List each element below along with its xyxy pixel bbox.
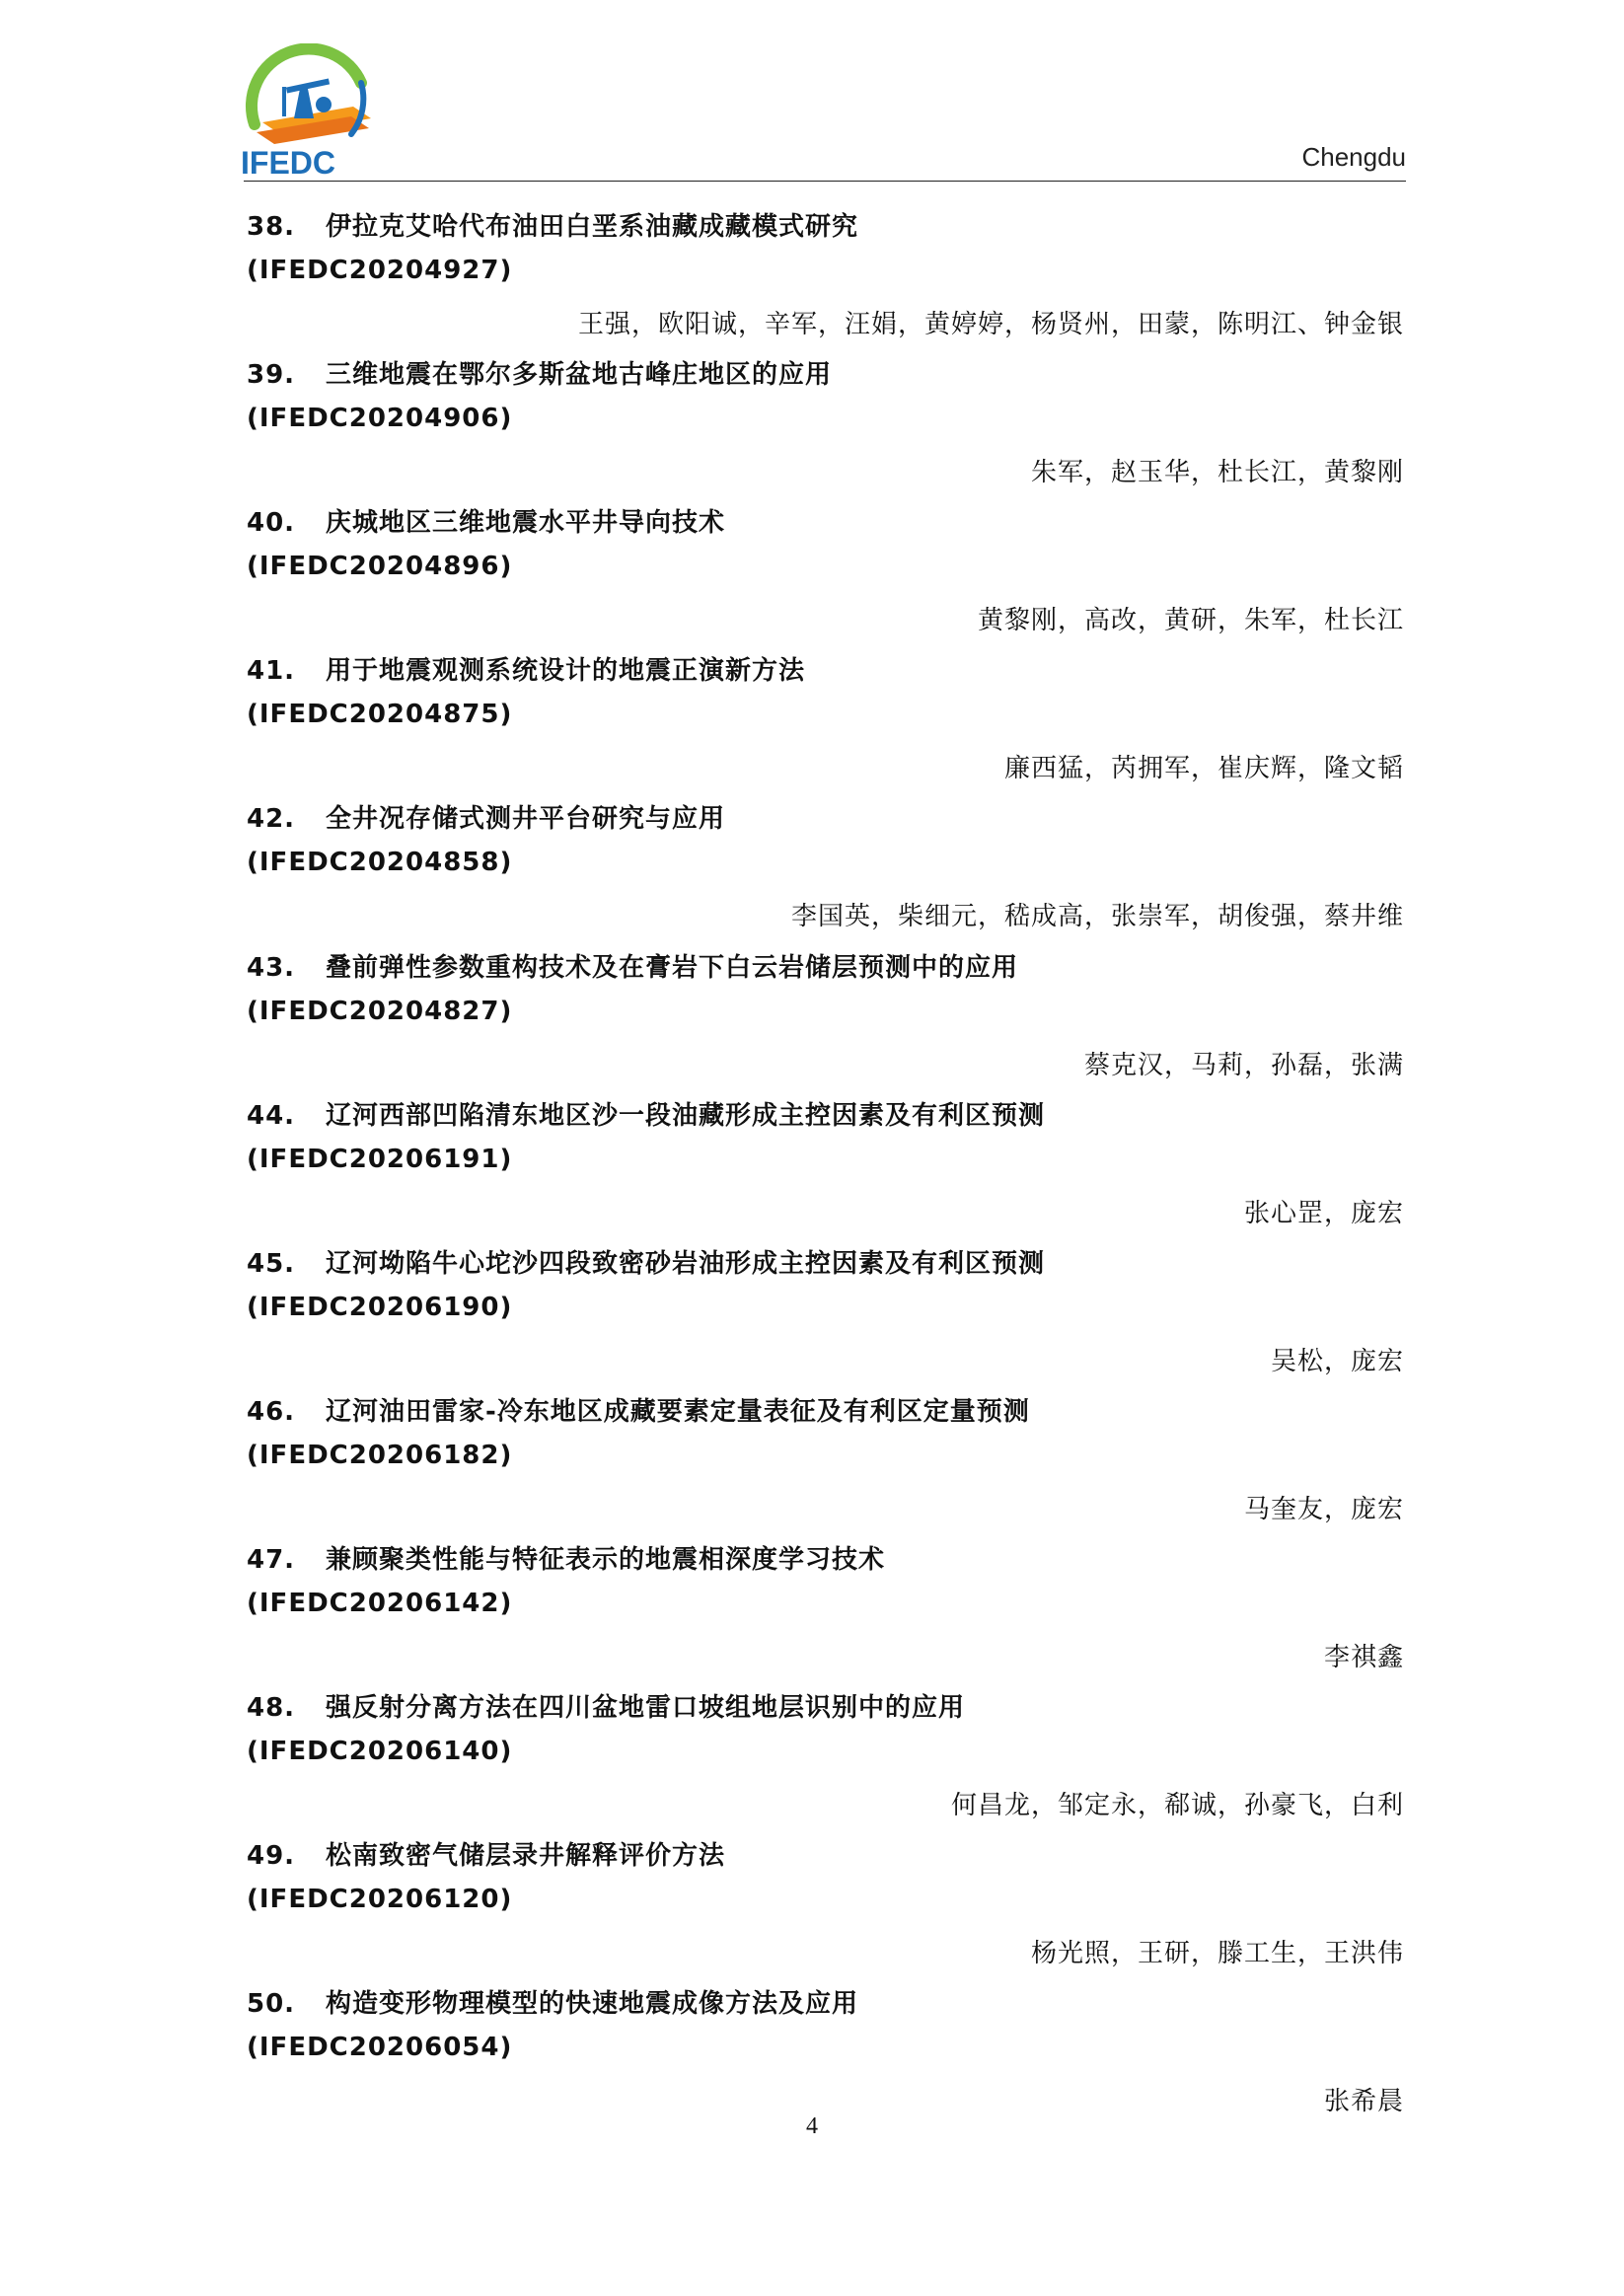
paper-entry (247, 947, 1404, 1095)
paper-title: 庆城地区三维地震水平井导向技术 (326, 508, 726, 539)
paper-entry (247, 1539, 1404, 1687)
header-location: Chengdu (1301, 142, 1406, 172)
paper-entry (247, 798, 1404, 946)
paper-code: (IFEDC20204858) (247, 848, 513, 878)
paper-title-line (247, 1391, 1030, 1428)
paper-title: 叠前弹性参数重构技术及在膏岩下白云岩储层预测中的应用 (326, 952, 1019, 983)
paper-authors: 马奎友，庞宏 (1243, 1494, 1404, 1524)
paper-authors: 何昌龙，邹定永，郗诚，孙豪飞，白利 (950, 1791, 1404, 1820)
paper-number: 40. (247, 508, 296, 539)
paper-title: 伊拉克艾哈代布油田白垩系油藏成藏模式研究 (326, 212, 859, 242)
paper-title-line (247, 1243, 1045, 1280)
paper-number: 47. (247, 1544, 296, 1575)
paper-authors: 张希晨 (1323, 2087, 1404, 2117)
paper-entry (247, 354, 1404, 502)
paper-number: 41. (247, 656, 296, 687)
paper-title-line (247, 650, 805, 687)
paper-title: 松南致密气储层录井解释评价方法 (326, 1841, 726, 1872)
paper-code: (IFEDC20204927) (247, 256, 513, 285)
paper-title-line (247, 1687, 965, 1724)
paper-entry (247, 1243, 1404, 1391)
paper-number: 44. (247, 1100, 296, 1131)
paper-authors: 蔡克汉，马莉，孙磊，张满 (1083, 1050, 1404, 1080)
paper-code: (IFEDC20206142) (247, 1588, 513, 1618)
paper-number: 43. (247, 952, 296, 983)
paper-authors: 吴松，庞宏 (1270, 1346, 1404, 1376)
page-number: 4 (806, 2113, 818, 2139)
paper-number: 39. (247, 360, 296, 391)
paper-title: 用于地震观测系统设计的地震正演新方法 (326, 656, 806, 687)
paper-code: (IFEDC20206191) (247, 1144, 513, 1174)
paper-code: (IFEDC20206182) (247, 1440, 513, 1470)
paper-authors: 张心罡，庞宏 (1243, 1198, 1404, 1228)
paper-title: 辽河坳陷牛心坨沙四段致密砂岩油形成主控因素及有利区预测 (326, 1248, 1046, 1279)
paper-entry (247, 1835, 1404, 1983)
paper-code: (IFEDC20204896) (247, 552, 513, 582)
paper-entry (247, 1983, 1404, 2131)
paper-authors: 黄黎刚，高改，黄研，朱军，杜长江 (977, 606, 1404, 636)
paper-title: 辽河油田雷家-冷东地区成藏要素定量表征及有利区定量预测 (326, 1396, 1030, 1427)
paper-title-line (247, 354, 832, 391)
paper-code: (IFEDC20204906) (247, 404, 513, 434)
paper-title-line (247, 1539, 885, 1576)
paper-title: 构造变形物理模型的快速地震成像方法及应用 (326, 1989, 859, 2020)
logo-text: IFEDC (241, 145, 335, 181)
paper-authors: 李国英，柴细元，嵇成高，张崇军，胡俊强，蔡井维 (790, 902, 1404, 932)
paper-title-line (247, 947, 1018, 984)
paper-number: 46. (247, 1396, 296, 1427)
paper-authors: 王强，欧阳诚，辛军，汪娟，黄婷婷，杨贤州，田蒙，陈明江、钟金银 (577, 310, 1404, 339)
paper-code: (IFEDC20204875) (247, 700, 513, 730)
paper-number: 50. (247, 1989, 296, 2020)
paper-title: 辽河西部凹陷清东地区沙一段油藏形成主控因素及有利区预测 (326, 1100, 1046, 1131)
paper-number: 38. (247, 212, 296, 242)
paper-code: (IFEDC20206054) (247, 2033, 513, 2063)
header-divider (244, 181, 1406, 182)
paper-number: 48. (247, 1693, 296, 1723)
paper-entry (247, 206, 1404, 354)
paper-title: 三维地震在鄂尔多斯盆地古峰庄地区的应用 (326, 360, 833, 391)
paper-title: 兼顾聚类性能与特征表示的地震相深度学习技术 (326, 1544, 886, 1575)
paper-entry (247, 502, 1404, 650)
paper-number: 45. (247, 1248, 296, 1279)
paper-authors: 杨光照，王研，滕工生，王洪伟 (1030, 1939, 1404, 1969)
paper-authors: 朱军，赵玉华，杜长江，黄黎刚 (1030, 458, 1404, 488)
ifedc-logo (235, 43, 383, 182)
paper-title-line (247, 1983, 858, 2020)
paper-title-line (247, 1835, 725, 1872)
paper-title: 强反射分离方法在四川盆地雷口坡组地层识别中的应用 (326, 1693, 966, 1723)
paper-number: 42. (247, 804, 296, 835)
paper-code: (IFEDC20206140) (247, 1737, 513, 1766)
paper-title-line (247, 206, 858, 243)
paper-title-line (247, 1095, 1045, 1132)
paper-entry (247, 1391, 1404, 1539)
paper-entry (247, 1095, 1404, 1243)
paper-title: 全井况存储式测井平台研究与应用 (326, 804, 726, 835)
paper-authors: 李祺鑫 (1323, 1642, 1404, 1672)
paper-entry (247, 1687, 1404, 1835)
paper-code: (IFEDC20206120) (247, 1885, 513, 1915)
paper-entry (247, 650, 1404, 798)
paper-code: (IFEDC20206190) (247, 1292, 513, 1322)
paper-authors: 廉西猛，芮拥军，崔庆辉，隆文韬 (1003, 754, 1404, 784)
paper-title-line (247, 502, 725, 539)
paper-number: 49. (247, 1841, 296, 1872)
paper-title-line (247, 798, 725, 835)
paper-code: (IFEDC20204827) (247, 996, 513, 1026)
